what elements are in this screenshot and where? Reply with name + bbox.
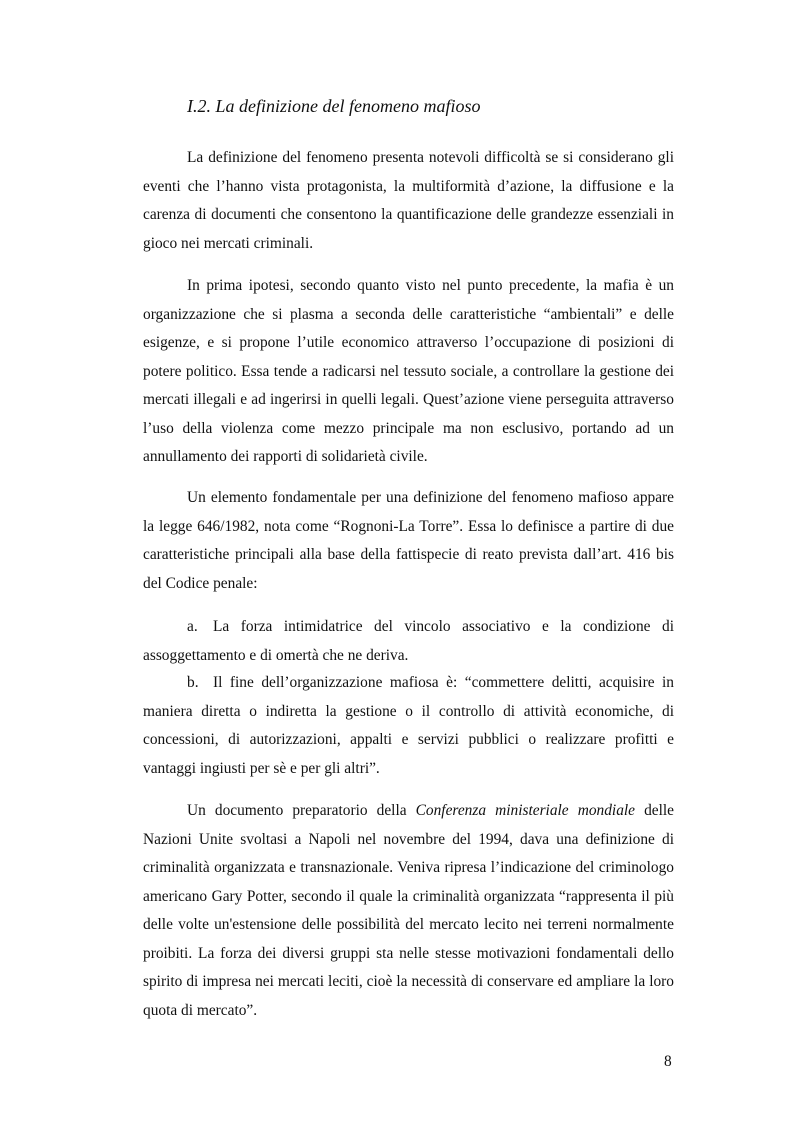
list-marker-a: a. — [187, 618, 198, 635]
list-marker-b: b. — [187, 674, 199, 691]
page-number: 8 — [664, 1053, 672, 1070]
conference-title-italic: Conferenza ministeriale mondiale — [415, 802, 635, 819]
list-item-b-text: Il fine dell’organizzazione mafiosa è: “commettere delitti, acquisire in maniera diretta o indiretta la gestione o il controllo di attività economiche, di concessioni, di autorizzazioni, appalti e servizi pubblici o realizzare profitti e vantaggi ingiusti per sè e per gli altri”. — [143, 674, 674, 777]
list-item-a-text: La forza intimidatrice del vincolo associativo e la condizione di assoggettamento e di omertà che ne deriva. — [143, 618, 674, 664]
paragraph-un-conference — [143, 797, 674, 1025]
paragraph-law-646-1982: Un elemento fondamentale per una definizione del fenomeno mafioso appare la legge 646/1982, nota come “Rognoni-La Torre”. Essa lo definisce a partire di due caratteristiche principali alla base della fattispecie di reato prevista dall’art. 416 bis del Codice penale: — [143, 489, 674, 592]
section-heading: I.2. La definizione del fenomeno mafioso — [187, 96, 481, 116]
paragraph-un-conference-after: delle Nazioni Unite svoltasi a Napoli nel novembre del 1994, dava una definizione di criminalità organizzata e transnazionale. Veniva ripresa l’indicazione del criminologo americano Gary Potter, secondo il quale la criminalità organizzata “rappresenta il più delle volte un'estensione delle possibilità del mercato lecito nei terreni normalmente proibiti. La forza dei diversi gruppi sta nelle stesse motivazioni fondamentali dello spirito di impresa nei mercati leciti, cioè la necessità di conservare ed ampliare la loro quota di mercato”. — [143, 802, 674, 1019]
list-item-b — [143, 669, 674, 783]
paragraph-definition-difficulty: La definizione del fenomeno presenta notevoli difficoltà se si considerano gli eventi che l’hanno vista protagonista, la multiformità d’azione, la diffusione e la carenza di documenti che consentono la quantificazione delle grandezze essenziali in gioco nei mercati criminali. — [143, 149, 674, 252]
list-item-a — [143, 613, 674, 670]
paragraph-first-hypothesis: In prima ipotesi, secondo quanto visto nel punto precedente, la mafia è un organizzazione che si plasma a seconda delle caratteristiche “ambientali” e delle esigenze, e si propone l’utile economico attraverso l’occupazione di posizioni di potere politico. Essa tende a radicarsi nel tessuto sociale, a controllare la gestione dei mercati illegali e ad ingerirsi in quelli legali. Quest’azione viene perseguita attraverso l’uso della violenza come mezzo principale ma non esclusivo, portando ad un annullamento dei rapporti di solidarietà civile. — [143, 277, 674, 465]
paragraph-un-conference-before: Un documento preparatorio della — [187, 802, 416, 819]
